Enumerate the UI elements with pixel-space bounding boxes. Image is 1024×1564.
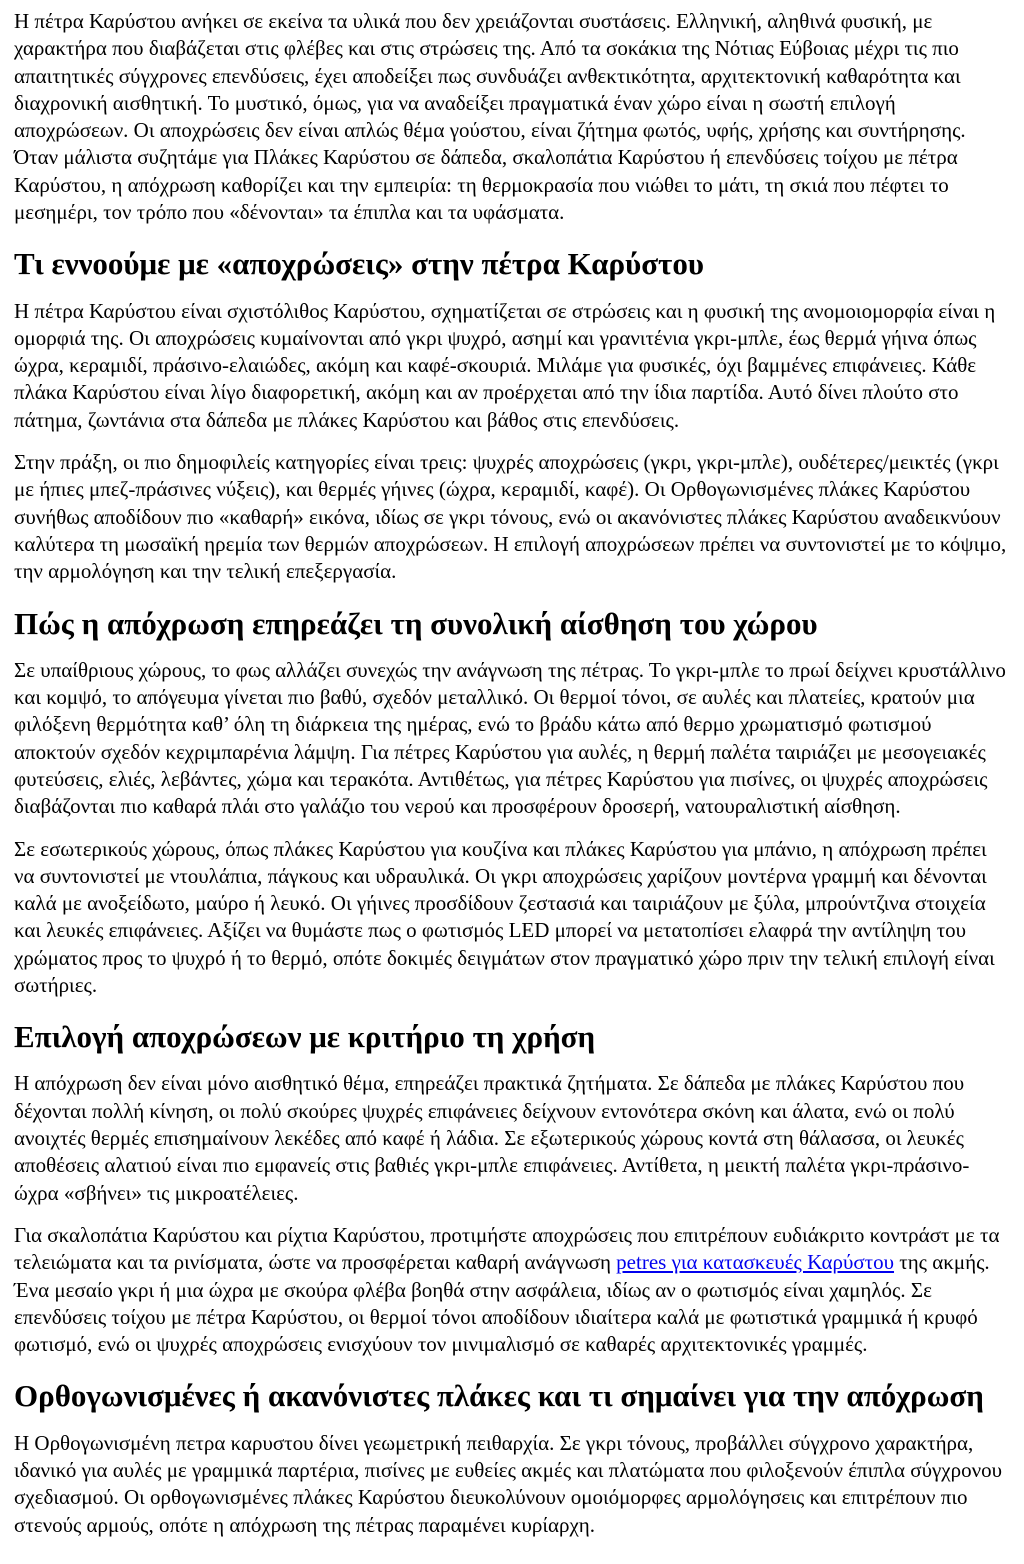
- paragraph-indoor-spaces: Σε εσωτερικούς χώρους, όπως πλάκες Καρύστου για κουζίνα και πλάκες Καρύστου για μπάνιο, η απόχρωση πρέπει να συντονιστεί με ντουλάπια, πάγκους και υδραυλικά. Οι γκρι αποχρώσεις χαρίζουν μοντέρνα γραμμή και δένονται καλά με ανοξείδωτο, μαύρο ή λευκό. Οι γήινες προσδίδουν ζεστασιά και ταιριάζουν με ξύλα, μπρούντζινα στοιχεία και λευκές επιφάνειες. Αξίζει να θυμάστε πως ο φωτισμός LED μπορεί να μετατοπίσει ελαφρά την αντίληψη του χρώματος προς το ψυχρό ή το θερμό, οπότε δοκιμές δειγμάτων στον πραγματικό χώρο πριν την τελική επιλογή είναι σωτήριες.: [14, 836, 995, 997]
- paragraph-shade-categories: Στην πράξη, οι πιο δημοφιλείς κατηγορίες είναι τρεις: ψυχρές αποχρώσεις (γκρι, γκρι-μπλε), ουδέτερες/μεικτές (γκρι με ήπιες μπεζ-πράσινες νύξεις), και θερμές γήινες (ώχρα, κεραμιδί, καφέ). Οι Ορθογωνισμένες πλάκες Καρύστου συνήθως αποδίδουν πιο «καθαρή» εικόνα, ιδίως σε γκρι τόνους, ενώ οι ακανόνιστες πλάκες Καρύστου αναδεικνύουν καλύτερα τη μωσαϊκή ηρεμία των θερμών αποχρώσεων. Η επιλογή αποχρώσεων πρέπει να συντονιστεί με το κόψιμο, την αρμολόγηση και την τελική επεξεργασία.: [14, 450, 1007, 584]
- petres-constructions-link[interactable]: petres για κατασκευές Καρύστου: [616, 1250, 895, 1275]
- paragraph-outdoor-light: Σε υπαίθριους χώρους, το φως αλλάζει συνεχώς την ανάγνωση της πέτρας. Το γκρι-μπλε το πρωί δείχνει κρυστάλλινο και κομψό, το απόγευμα γίνεται πιο βαθύ, σχεδόν μεταλλικό. Οι θερμοί τόνοι, σε αυλές και πλατείες, κρατούν μια φιλόξενη θερμότητα καθ’ όλη τη διάρκεια της ημέρας, ενώ το βράδυ κάτω από θερμο χρωματισμό φωτισμού αποκτούν σχεδόν κεχριμπαρένια λάμψη. Για πέτρες Καρύστου για αυλές, η θερμή παλέτα ταιριάζει με μεσογειακές φυτεύσεις, ελιές, λεβάντες, χώμα και τερακότα. Αντιθέτως, για πέτρες Καρύστου για πισίνες, οι ψυχρές αποχρώσεις διαβάζονται πιο καθαρά πλάι στο γαλάζιο του νερού και προσφέρουν δροσερή, νατουραλιστική αίσθηση.: [14, 657, 1006, 819]
- intro-paragraph: Η πέτρα Καρύστου ανήκει σε εκείνα τα υλικά που δεν χρειάζονται συστάσεις. Ελληνική, αληθινά φυσική, με χαρακτήρα που διαβάζεται στις φλέβες και στις στρώσεις της. Από τα σοκάκια της Νότιας Εύβοιας μέχρι τις πιο απαιτητικές σύγχρονες επενδύσεις, έχει αποδείξει πως συνδυάζει ανθεκτικότητα, αρχιτεκτονική καθαρότητα και διαχρονική αισθητική. Το μυστικό, όμως, για να αναδείξει πραγματικά έναν χώρο είναι η σωστή επιλογή αποχρώσεων. Οι αποχρώσεις δεν είναι απλώς θέμα γούστου, είναι ζήτημα φωτός, υφής, χρήσης και συντήρησης. Όταν μάλιστα συζητάμε για Πλάκες Καρύστου σε δάπεδα, σκαλοπάτια Καρύστου ή επενδύσεις τοίχου με πέτρα Καρύστου, η απόχρωση καθορίζει και την εμπειρία: τη θερμοκρασία που νιώθει το μάτι, τη σκιά που πέφτει το μεσημέρι, τον τρόπο που «δένονται» τα έπιπλα και τα υφάσματα.: [14, 9, 966, 225]
- section-heading-squared-vs-irregular: Ορθογωνισμένες ή ακανόνιστες πλάκες και τι σημαίνει για την απόχρωση: [14, 1378, 984, 1414]
- section-heading-use-criteria: Επιλογή αποχρώσεων με κριτήριο τη χρήση: [14, 1019, 596, 1055]
- paragraph-stairs-with-link: [14, 1222, 1010, 1358]
- paragraph-squared-plates: Η Ορθογωνισμένη πετρα καρυστου δίνει γεωμετρική πειθαρχία. Σε γκρι τόνους, προβάλλει σύγχρονο χαρακτήρα, ιδανικό για αυλές με γραμμικά παρτέρια, πισίνες με ευθείες ακμές και πλατώματα που φιλοξενούν έπιπλα σύγχρονου σχεδιασμού. Οι ορθογωνισμένες πλάκες Καρύστου διευκολύνουν ομοιόμορφες αρμολόγησεις και επιτρέπουν πιο στενούς αρμούς, οπότε η απόχρωση της πέτρας παραμένει κυρίαρχη.: [14, 1430, 1002, 1537]
- paragraph-practical-issues: Η απόχρωση δεν είναι μόνο αισθητικό θέμα, επηρεάζει πρακτικά ζητήματα. Σε δάπεδα με πλάκες Καρύστου που δέχονται πολλή κίνηση, οι πολύ σκούρες ψυχρές επιφάνειες δείχνουν εντονότερα σκόνη και άλατα, ενώ οι πολύ ανοιχτές θερμές επισημαίνουν λεκέδες από καφέ ή λάδια. Σε εξωτερικούς χώρους κοντά στη θάλασσα, οι λευκές αποθέσεις αλατιού είναι πιο εμφανείς στις βαθιές γκρι-μπλε επιφάνειες. Αντίθετα, η μεικτή παλέτα γκρι-πράσινο-ώχρα «σβήνει» τις μικροατέλειες.: [14, 1071, 970, 1205]
- link-paragraph-before-text: Για σκαλοπάτια Καρύστου και ρίχτια Καρύστου, προτιμήστε αποχρώσεις που επιτρέπουν ευδιάκριτο κοντράστ με τα τελειώματα και τα ρινίσματα, ώστε να προσφέρεται καθαρή ανάγνωση: [14, 1222, 1000, 1275]
- section-heading-space-feel: Πώς η απόχρωση επηρεάζει τη συνολική αίσθηση του χώρου: [14, 605, 818, 641]
- section-heading-shades-meaning: Τι εννοούμε με «αποχρώσεις» στην πέτρα Καρύστου: [14, 246, 704, 282]
- link-paragraph-after-text: της ακμής. Ένα μεσαίο γκρι ή μια ώχρα με σκούρα φλέβα βοηθά στην ασφάλεια, ιδίως αν ο φωτισμός είναι χαμηλός. Σε επενδύσεις τοίχου με πέτρα Καρύστου, οι θερμοί τόνοι αποδίδουν ιδιαίτερα καλά με φωτιστικά γραμμικά ή κρυφό φωτισμό, ενώ οι ψυχρές αποχρώσεις ενισχύουν τον μινιμαλισμό σε καθαρές αρχιτεκτονικές γραμμές.: [14, 1250, 990, 1357]
- paragraph-stone-nature: Η πέτρα Καρύστου είναι σχιστόλιθος Καρύστου, σχηματίζεται σε στρώσεις και η φυσική της ανομοιομορφία είναι η ομορφιά της. Οι αποχρώσεις κυμαίνονται από γκρι ψυχρό, ασημί και γρανιτένια γκρι-μπλε, έως θερμά γήινα όπως ώχρα, κεραμιδί, πράσινο-ελαιώδες, ακόμη και καφέ-σκουριά. Μιλάμε για φυσικές, όχι βαμμένες επιφάνειες. Κάθε πλάκα Καρύστου είναι λίγο διαφορετική, ακόμη και αν προέρχεται από την ίδια παρτίδα. Αυτό δίνει πλούτο στο πάτημα, ζωντάνια στα δάπεδα με πλάκες Καρύστου και βάθος στις επενδύσεις.: [14, 298, 996, 432]
